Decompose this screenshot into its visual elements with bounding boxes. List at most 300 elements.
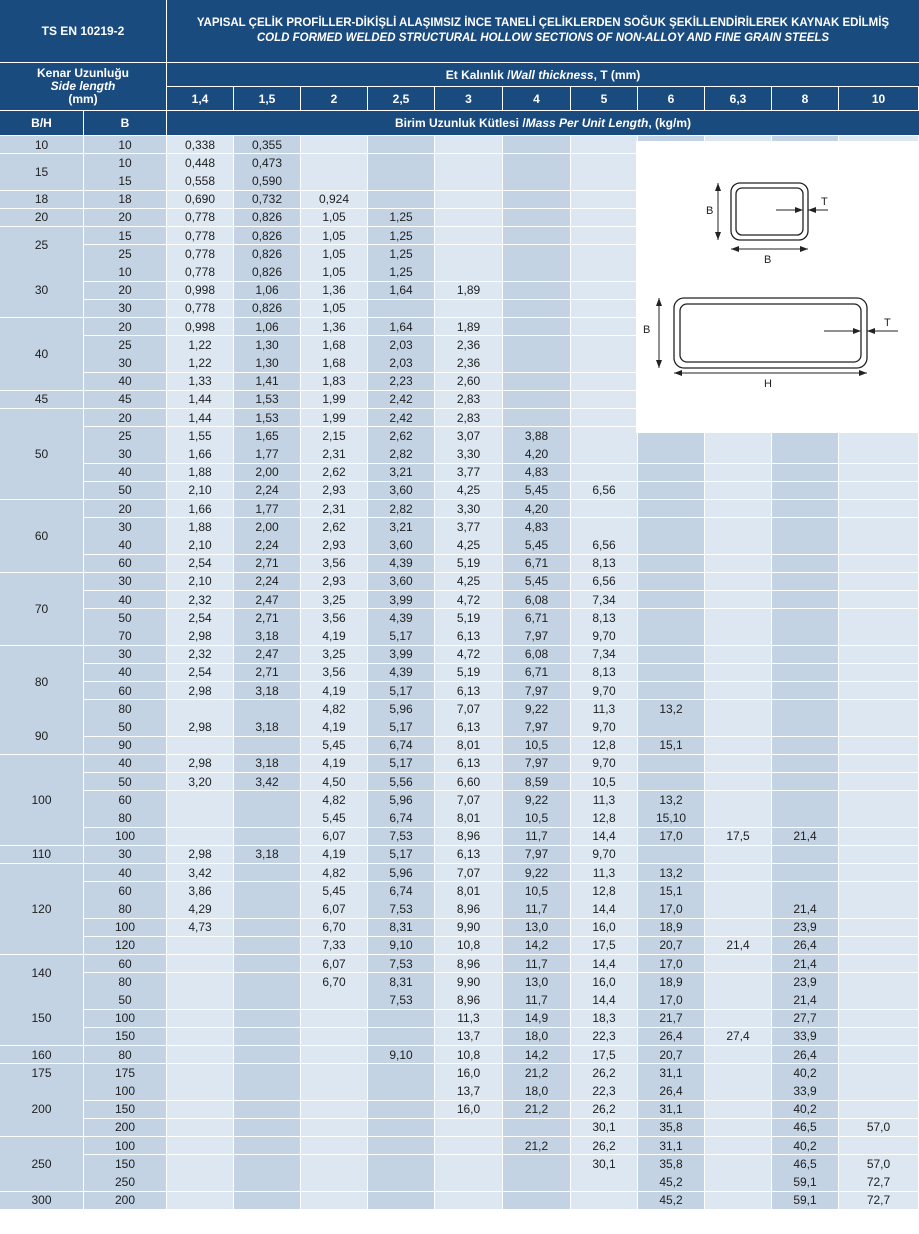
mass-cell: 8,01 <box>435 882 502 899</box>
mass-cell <box>571 373 637 390</box>
mass-cell <box>167 973 233 990</box>
mass-cell: 7,34 <box>571 646 637 663</box>
mass-cell <box>234 1010 300 1027</box>
thickness-header-cell: 3 <box>435 87 502 110</box>
mass-cell: 3,77 <box>435 518 502 535</box>
mass-cell: 0,355 <box>234 136 300 153</box>
mass-cell: 40,2 <box>772 1064 838 1081</box>
mass-cell: 1,77 <box>234 500 300 517</box>
mass-cell: 2,62 <box>301 464 367 481</box>
mass-cell: 35,8 <box>638 1119 704 1136</box>
mass-cell: 2,98 <box>167 627 233 644</box>
mass-cell: 7,97 <box>503 627 570 644</box>
mass-cell: 8,01 <box>435 737 502 754</box>
mass-cell: 11,7 <box>503 955 570 972</box>
mass-cell: 22,3 <box>571 1082 637 1099</box>
mass-cell: 3,30 <box>435 500 502 517</box>
mass-cell: 16,0 <box>571 919 637 936</box>
mass-cell: 3,20 <box>167 773 233 790</box>
mass-cell <box>571 464 637 481</box>
mass-cell <box>301 1137 367 1154</box>
mass-cell <box>234 1046 300 1063</box>
mass-cell: 9,22 <box>503 791 570 808</box>
mass-cell: 7,33 <box>301 937 367 954</box>
mass-cell: 2,54 <box>167 555 233 572</box>
mass-cell <box>301 1173 367 1190</box>
mass-cell: 1,44 <box>167 391 233 408</box>
mass-cell <box>705 1101 771 1118</box>
mass-cell <box>435 172 502 189</box>
mass-cell: 6,71 <box>503 555 570 572</box>
mass-cell <box>705 919 771 936</box>
mass-cell: 21,4 <box>772 900 838 917</box>
mass-cell: 1,44 <box>167 409 233 426</box>
mass-cell: 30,1 <box>571 1119 637 1136</box>
mass-cell: 3,99 <box>368 591 434 608</box>
mass-cell: 1,33 <box>167 373 233 390</box>
bh-group-cell: 140 <box>0 955 83 991</box>
mass-cell: 33,9 <box>772 1082 838 1099</box>
mass-cell <box>368 300 434 317</box>
mass-cell: 13,7 <box>435 1082 502 1099</box>
bh-group-cell: 150 <box>0 991 83 1045</box>
mass-cell: 3,18 <box>234 627 300 644</box>
mass-cell: 18,0 <box>503 1028 570 1045</box>
mass-cell: 2,42 <box>368 391 434 408</box>
mass-cell: 6,74 <box>368 809 434 826</box>
b-cell: 80 <box>84 809 166 826</box>
mass-cell <box>234 1119 300 1136</box>
mass-cell: 1,55 <box>167 427 233 444</box>
mass-cell <box>705 955 771 972</box>
mass-cell: 12,8 <box>571 737 637 754</box>
mass-cell <box>705 882 771 899</box>
mass-cell: 1,05 <box>301 209 367 226</box>
mass-cell: 6,56 <box>571 482 637 499</box>
mass-cell: 16,0 <box>435 1101 502 1118</box>
mass-cell: 0,998 <box>167 318 233 335</box>
mass-cell <box>435 136 502 153</box>
mass-cell <box>839 809 918 826</box>
mass-cell <box>705 718 771 735</box>
mass-cell: 13,2 <box>638 791 704 808</box>
mass-cell <box>503 209 570 226</box>
mass-cell <box>705 900 771 917</box>
b-cell: 80 <box>84 1046 166 1063</box>
mass-cell <box>839 828 918 845</box>
mass-cell: 8,13 <box>571 609 637 626</box>
bh-group-cell: 80 <box>0 646 83 718</box>
b-cell: 40 <box>84 464 166 481</box>
mass-cell <box>503 1155 570 1172</box>
mass-cell <box>772 627 838 644</box>
mass-cell <box>839 846 918 863</box>
mass-cell <box>638 646 704 663</box>
mass-cell: 21,4 <box>772 828 838 845</box>
mass-cell <box>839 900 918 917</box>
mass-cell: 26,2 <box>571 1101 637 1118</box>
mass-cell: 2,54 <box>167 664 233 681</box>
mass-cell: 7,97 <box>503 846 570 863</box>
mass-cell: 1,30 <box>234 336 300 353</box>
thickness-header-cell: 2 <box>301 87 367 110</box>
mass-cell <box>705 755 771 772</box>
mass-cell <box>705 1137 771 1154</box>
mass-cell: 3,60 <box>368 573 434 590</box>
mass-cell <box>839 646 918 663</box>
mass-cell <box>234 955 300 972</box>
mass-cell: 9,22 <box>503 864 570 881</box>
mass-cell: 14,2 <box>503 937 570 954</box>
mass-cell: 3,25 <box>301 646 367 663</box>
mass-cell: 3,60 <box>368 536 434 553</box>
mass-cell: 9,70 <box>571 718 637 735</box>
mass-cell <box>705 1010 771 1027</box>
mass-cell <box>167 1155 233 1172</box>
mass-cell: 3,18 <box>234 755 300 772</box>
mass-cell: 6,74 <box>368 882 434 899</box>
bh-group-cell: 300 <box>0 1192 83 1209</box>
mass-cell: 3,60 <box>368 482 434 499</box>
b-cell: 50 <box>84 482 166 499</box>
mass-cell: 2,15 <box>301 427 367 444</box>
mass-cell <box>167 809 233 826</box>
mass-cell: 1,89 <box>435 318 502 335</box>
mass-cell: 0,924 <box>301 191 367 208</box>
side-length-en: Side length <box>50 79 116 93</box>
mass-cell <box>435 1119 502 1136</box>
mass-cell: 6,74 <box>368 737 434 754</box>
b-cell: 60 <box>84 791 166 808</box>
mass-cell <box>301 1010 367 1027</box>
mass-cell <box>705 1155 771 1172</box>
mass-cell: 11,7 <box>503 900 570 917</box>
mass-cell <box>772 864 838 881</box>
mass-cell: 4,19 <box>301 718 367 735</box>
b-cell: 20 <box>84 282 166 299</box>
mass-cell <box>234 737 300 754</box>
mass-cell: 6,56 <box>571 536 637 553</box>
mass-cell <box>705 1173 771 1190</box>
mass-cell: 6,07 <box>301 828 367 845</box>
b-cell: 60 <box>84 882 166 899</box>
mass-cell: 33,9 <box>772 1028 838 1045</box>
mass-cell <box>772 555 838 572</box>
mass-cell: 17,0 <box>638 991 704 1008</box>
mass-cell: 3,56 <box>301 664 367 681</box>
mass-cell: 40,2 <box>772 1101 838 1118</box>
mass-cell <box>705 591 771 608</box>
mass-cell: 1,66 <box>167 445 233 462</box>
mass-cell <box>167 1173 233 1190</box>
bh-group-cell: 20 <box>0 209 83 226</box>
mass-cell <box>839 937 918 954</box>
mass-cell <box>638 573 704 590</box>
b-cell: 10 <box>84 154 166 171</box>
mass-cell: 7,97 <box>503 718 570 735</box>
mass-cell <box>234 991 300 1008</box>
table-title-en: COLD FORMED WELDED STRUCTURAL HOLLOW SECTIONS OF NON-ALLOY AND FINE GRAIN STEELS <box>256 32 830 44</box>
thickness-header-cell: 4 <box>503 87 570 110</box>
mass-cell: 5,19 <box>435 609 502 626</box>
mass-cell: 4,39 <box>368 555 434 572</box>
mass-cell: 3,77 <box>435 464 502 481</box>
mass-tr: Birim Uzunluk Kütlesi / <box>394 116 526 130</box>
mass-cell <box>435 300 502 317</box>
mass-cell <box>571 191 637 208</box>
mass-cell: 17,0 <box>638 900 704 917</box>
b-cell: 20 <box>84 409 166 426</box>
col-header-bh: B/H <box>0 111 83 135</box>
mass-cell: 2,62 <box>368 427 434 444</box>
mass-cell: 5,45 <box>503 573 570 590</box>
mass-cell: 1,88 <box>167 518 233 535</box>
mass-cell: 3,21 <box>368 464 434 481</box>
mass-cell: 11,3 <box>571 791 637 808</box>
rectangular-profile-icon <box>643 298 898 390</box>
mass-cell: 9,90 <box>435 919 502 936</box>
mass-cell: 9,70 <box>571 682 637 699</box>
b-cell: 100 <box>84 919 166 936</box>
b-cell: 250 <box>84 1173 166 1190</box>
mass-cell: 2,00 <box>234 464 300 481</box>
mass-cell: 5,45 <box>301 809 367 826</box>
mass-cell <box>571 154 637 171</box>
mass-cell: 1,05 <box>301 227 367 244</box>
b-cell: 60 <box>84 682 166 699</box>
wall-thickness-header <box>167 63 919 86</box>
mass-cell <box>772 791 838 808</box>
mass-cell <box>839 955 918 972</box>
mass-cell: 14,4 <box>571 900 637 917</box>
mass-cell <box>167 828 233 845</box>
mass-cell <box>167 1137 233 1154</box>
mass-cell: 0,826 <box>234 227 300 244</box>
mass-cell: 1,99 <box>301 409 367 426</box>
mass-cell <box>167 1028 233 1045</box>
b-cell: 25 <box>84 245 166 262</box>
mass-cell: 21,2 <box>503 1137 570 1154</box>
mass-cell: 15,1 <box>638 882 704 899</box>
mass-cell: 4,39 <box>368 664 434 681</box>
mass-cell: 46,5 <box>772 1155 838 1172</box>
square-b-bottom-label: B <box>764 254 772 266</box>
b-cell: 100 <box>84 828 166 845</box>
mass-cell <box>839 1028 918 1045</box>
mass-cell: 10,5 <box>571 773 637 790</box>
mass-cell <box>234 973 300 990</box>
mass-cell: 0,732 <box>234 191 300 208</box>
mass-cell: 3,07 <box>435 427 502 444</box>
mass-cell: 14,4 <box>571 828 637 845</box>
standard-label: TS EN 10219-2 <box>0 0 166 62</box>
mass-cell <box>772 700 838 717</box>
mass-cell: 6,70 <box>301 973 367 990</box>
mass-cell: 0,778 <box>167 263 233 280</box>
mass-cell: 1,64 <box>368 318 434 335</box>
mass-cell: 1,36 <box>301 282 367 299</box>
mass-cell: 0,826 <box>234 263 300 280</box>
mass-cell: 0,778 <box>167 300 233 317</box>
mass-cell <box>301 1064 367 1081</box>
mass-cell: 5,17 <box>368 682 434 699</box>
mass-cell <box>167 955 233 972</box>
bh-group-cell: 160 <box>0 1046 83 1063</box>
mass-cell: 3,42 <box>167 864 233 881</box>
mass-cell: 2,24 <box>234 573 300 590</box>
mass-cell <box>705 1192 771 1209</box>
mass-cell <box>839 973 918 990</box>
mass-cell <box>571 518 637 535</box>
mass-cell: 8,31 <box>368 919 434 936</box>
square-profile-icon <box>706 183 828 266</box>
b-cell: 30 <box>84 646 166 663</box>
rect-h-label: H <box>764 378 772 390</box>
mass-cell <box>301 1119 367 1136</box>
mass-cell: 2,03 <box>368 336 434 353</box>
mass-cell: 8,59 <box>503 773 570 790</box>
mass-cell: 1,83 <box>301 373 367 390</box>
mass-cell <box>839 991 918 1008</box>
mass-cell <box>839 536 918 553</box>
mass-cell <box>571 445 637 462</box>
b-cell: 50 <box>84 609 166 626</box>
mass-cell: 2,98 <box>167 755 233 772</box>
mass-cell <box>234 1101 300 1118</box>
mass-cell: 6,08 <box>503 646 570 663</box>
mass-cell <box>435 227 502 244</box>
mass-cell: 3,18 <box>234 682 300 699</box>
rect-t-label: T <box>884 317 891 329</box>
mass-cell <box>839 500 918 517</box>
mass-cell: 2,31 <box>301 500 367 517</box>
mass-cell: 6,71 <box>503 609 570 626</box>
mass-cell <box>368 191 434 208</box>
mass-cell: 5,45 <box>503 536 570 553</box>
mass-cell: 6,56 <box>571 573 637 590</box>
square-t-label: T <box>821 196 828 208</box>
mass-cell: 0,590 <box>234 172 300 189</box>
b-cell: 70 <box>84 627 166 644</box>
b-cell: 40 <box>84 591 166 608</box>
bh-group-cell: 15 <box>0 154 83 190</box>
mass-cell: 2,23 <box>368 373 434 390</box>
mass-cell <box>368 1010 434 1027</box>
mass-cell: 9,22 <box>503 700 570 717</box>
mass-cell <box>571 172 637 189</box>
table-title <box>167 0 919 62</box>
mass-cell: 7,07 <box>435 864 502 881</box>
mass-cell: 5,96 <box>368 864 434 881</box>
mass-cell <box>705 627 771 644</box>
mass-cell <box>772 500 838 517</box>
bh-group-cell: 18 <box>0 191 83 208</box>
b-cell: 150 <box>84 1155 166 1172</box>
b-cell: 18 <box>84 191 166 208</box>
mass-cell: 0,998 <box>167 282 233 299</box>
mass-cell: 21,2 <box>503 1064 570 1081</box>
mass-cell <box>638 664 704 681</box>
mass-cell: 8,01 <box>435 809 502 826</box>
mass-cell <box>301 1046 367 1063</box>
mass-cell: 2,36 <box>435 336 502 353</box>
mass-unit: , (kg/m) <box>648 116 692 130</box>
mass-cell <box>571 427 637 444</box>
mass-cell <box>435 154 502 171</box>
mass-cell <box>772 464 838 481</box>
mass-cell <box>571 391 637 408</box>
bh-group-cell: 60 <box>0 500 83 572</box>
mass-cell: 18,9 <box>638 973 704 990</box>
mass-cell: 2,10 <box>167 482 233 499</box>
mass-cell: 1,05 <box>301 300 367 317</box>
mass-cell <box>839 1010 918 1027</box>
mass-cell <box>705 482 771 499</box>
mass-cell <box>705 609 771 626</box>
b-cell: 25 <box>84 336 166 353</box>
mass-cell <box>638 536 704 553</box>
mass-cell: 18,0 <box>503 1082 570 1099</box>
mass-cell: 13,7 <box>435 1028 502 1045</box>
mass-cell: 1,41 <box>234 373 300 390</box>
mass-cell: 1,64 <box>368 282 434 299</box>
profile-diagram-svg <box>636 141 919 433</box>
mass-cell: 6,07 <box>301 955 367 972</box>
mass-cell: 10,8 <box>435 937 502 954</box>
mass-cell <box>839 518 918 535</box>
mass-cell: 9,10 <box>368 1046 434 1063</box>
mass-cell: 11,7 <box>503 828 570 845</box>
mass-cell <box>234 1137 300 1154</box>
mass-cell: 0,558 <box>167 172 233 189</box>
mass-cell: 14,2 <box>503 1046 570 1063</box>
mass-cell: 23,9 <box>772 919 838 936</box>
thickness-header-cell: 8 <box>772 87 838 110</box>
rect-b-label: B <box>643 324 651 336</box>
mass-cell <box>167 1192 233 1209</box>
mass-cell: 2,93 <box>301 573 367 590</box>
mass-cell <box>503 373 570 390</box>
mass-cell <box>435 1173 502 1190</box>
mass-cell <box>368 1155 434 1172</box>
mass-cell <box>571 500 637 517</box>
mass-cell: 2,32 <box>167 646 233 663</box>
mass-cell <box>839 627 918 644</box>
mass-cell: 0,778 <box>167 245 233 262</box>
mass-cell: 40,2 <box>772 1137 838 1154</box>
mass-cell: 1,22 <box>167 354 233 371</box>
mass-cell: 5,17 <box>368 846 434 863</box>
mass-cell <box>772 482 838 499</box>
mass-cell: 9,90 <box>435 973 502 990</box>
b-cell: 45 <box>84 391 166 408</box>
mass-cell: 2,00 <box>234 518 300 535</box>
mass-cell: 8,13 <box>571 555 637 572</box>
mass-cell: 6,08 <box>503 591 570 608</box>
mass-cell <box>772 737 838 754</box>
mass-cell: 7,07 <box>435 700 502 717</box>
wall-thickness-tr: Et Kalınlık / <box>445 67 511 82</box>
thickness-header-cell: 6 <box>638 87 704 110</box>
mass-cell <box>705 1064 771 1081</box>
mass-cell <box>705 809 771 826</box>
bh-group-cell: 110 <box>0 846 83 863</box>
mass-cell: 5,19 <box>435 555 502 572</box>
bh-group-cell: 100 <box>0 755 83 845</box>
mass-cell: 4,20 <box>503 500 570 517</box>
profile-diagram <box>636 141 919 433</box>
mass-cell: 7,53 <box>368 991 434 1008</box>
